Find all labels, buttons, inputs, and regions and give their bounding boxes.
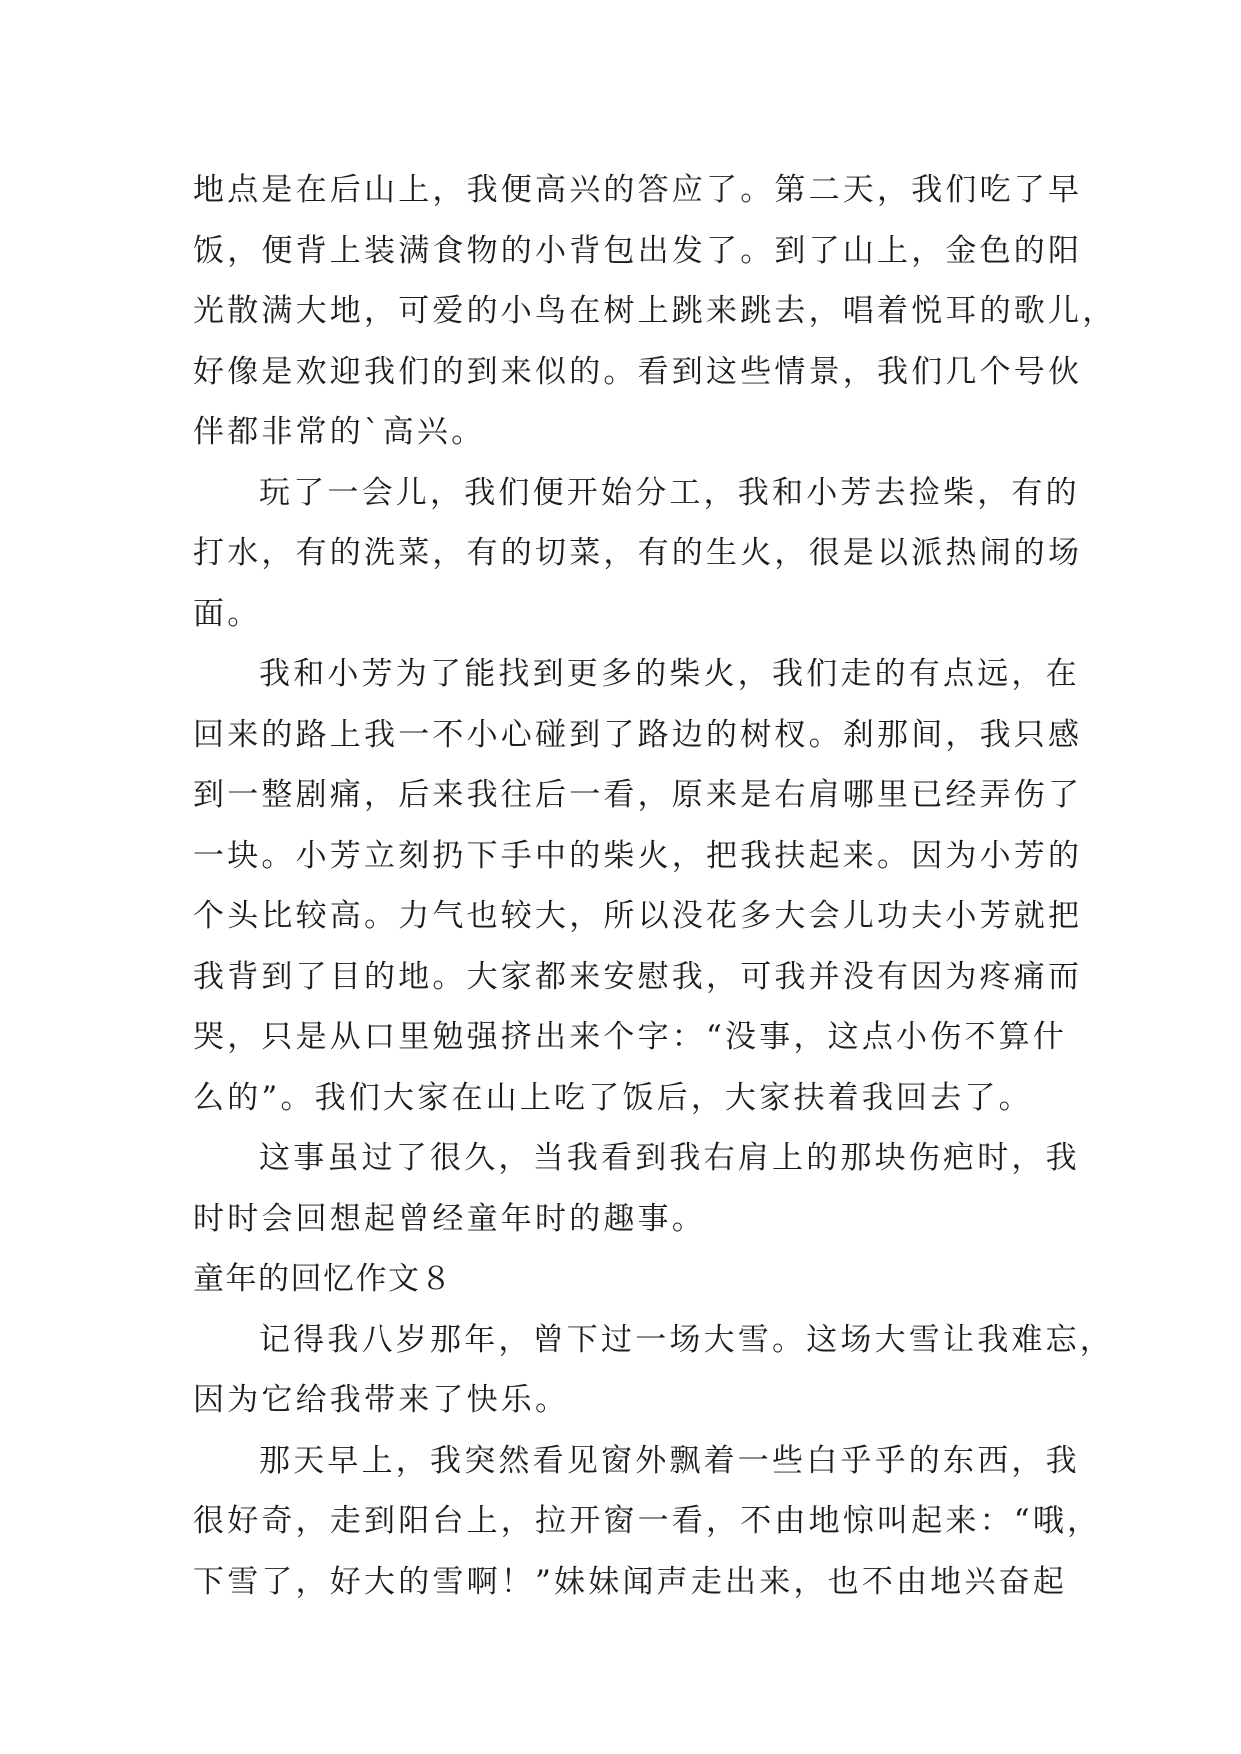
text-line: 哭，只是从口里勉强挤出来个字：“没事，这点小伤不算什 [193,1019,1068,1055]
paragraph-start-line: 那天早上，我突然看见窗外飘着一些白乎乎的东西，我 [259,1442,1080,1479]
text-line: 因为它给我带来了快乐。 [193,1382,570,1418]
paragraph-start-line: 玩了一会儿，我们便开始分工，我和小芳去捡柴，有的 [259,474,1080,511]
paragraph-start-line: 记得我八岁那年，曾下过一场大雪。这场大雪让我难忘， [259,1321,1114,1358]
text-line: 时时会回想起曾经童年时的趣事。 [193,1200,706,1237]
text-line: 个头比较高。力气也较大，所以没花多大会儿功夫小芳就把 [193,898,1083,934]
text-line: 很好奇，走到阳台上，拉开窗一看，不由地惊叫起来：“哦， [193,1503,1102,1539]
text-line: 伴都非常的`高兴。 [193,414,486,450]
document-body [193,160,1117,1612]
text-line: 到一整剧痛，后来我往后一看，原来是右肩哪里已经弄伤了 [193,777,1083,813]
paragraph-start-line: 这事虽过了很久，当我看到我右肩上的那块伤疤时，我 [259,1140,1080,1176]
text-line: 好像是欢迎我们的到来似的。看到这些情景，我们几个号伙 [193,353,1083,390]
text-line: 面。 [193,595,262,632]
text-line: 回来的路上我一不小心碰到了路边的树杈。刹那间，我只感 [193,716,1083,753]
text-line: 下雪了，好大的雪啊！”妹妹闻声走出来，也不由地兴奋起 [193,1563,1068,1600]
text-line: 么的”。我们大家在山上吃了饭后，大家扶着我回去了。 [193,1079,1033,1116]
text-line: 饭，便背上装满食物的小背包出发了。到了山上，金色的阳 [193,232,1083,269]
paragraph-start-line: 我和小芳为了能找到更多的柴火，我们走的有点远，在 [259,656,1080,692]
text-line: 我背到了目的地。大家都来安慰我，可我并没有因为疼痛而 [193,958,1083,995]
text-line: 光散满大地，可爱的小鸟在树上跳来跳去，唱着悦耳的歌儿， [193,293,1117,329]
text-line: 地点是在后山上，我便高兴的答应了。第二天，我们吃了早 [193,172,1083,208]
text-line: 打水，有的洗菜，有的切菜，有的生火，很是以派热闹的场 [193,535,1083,571]
text-line: 一块。小芳立刻扔下手中的柴火，把我扶起来。因为小芳的 [193,837,1083,874]
section-heading: 童年的回忆作文８ [193,1261,453,1297]
